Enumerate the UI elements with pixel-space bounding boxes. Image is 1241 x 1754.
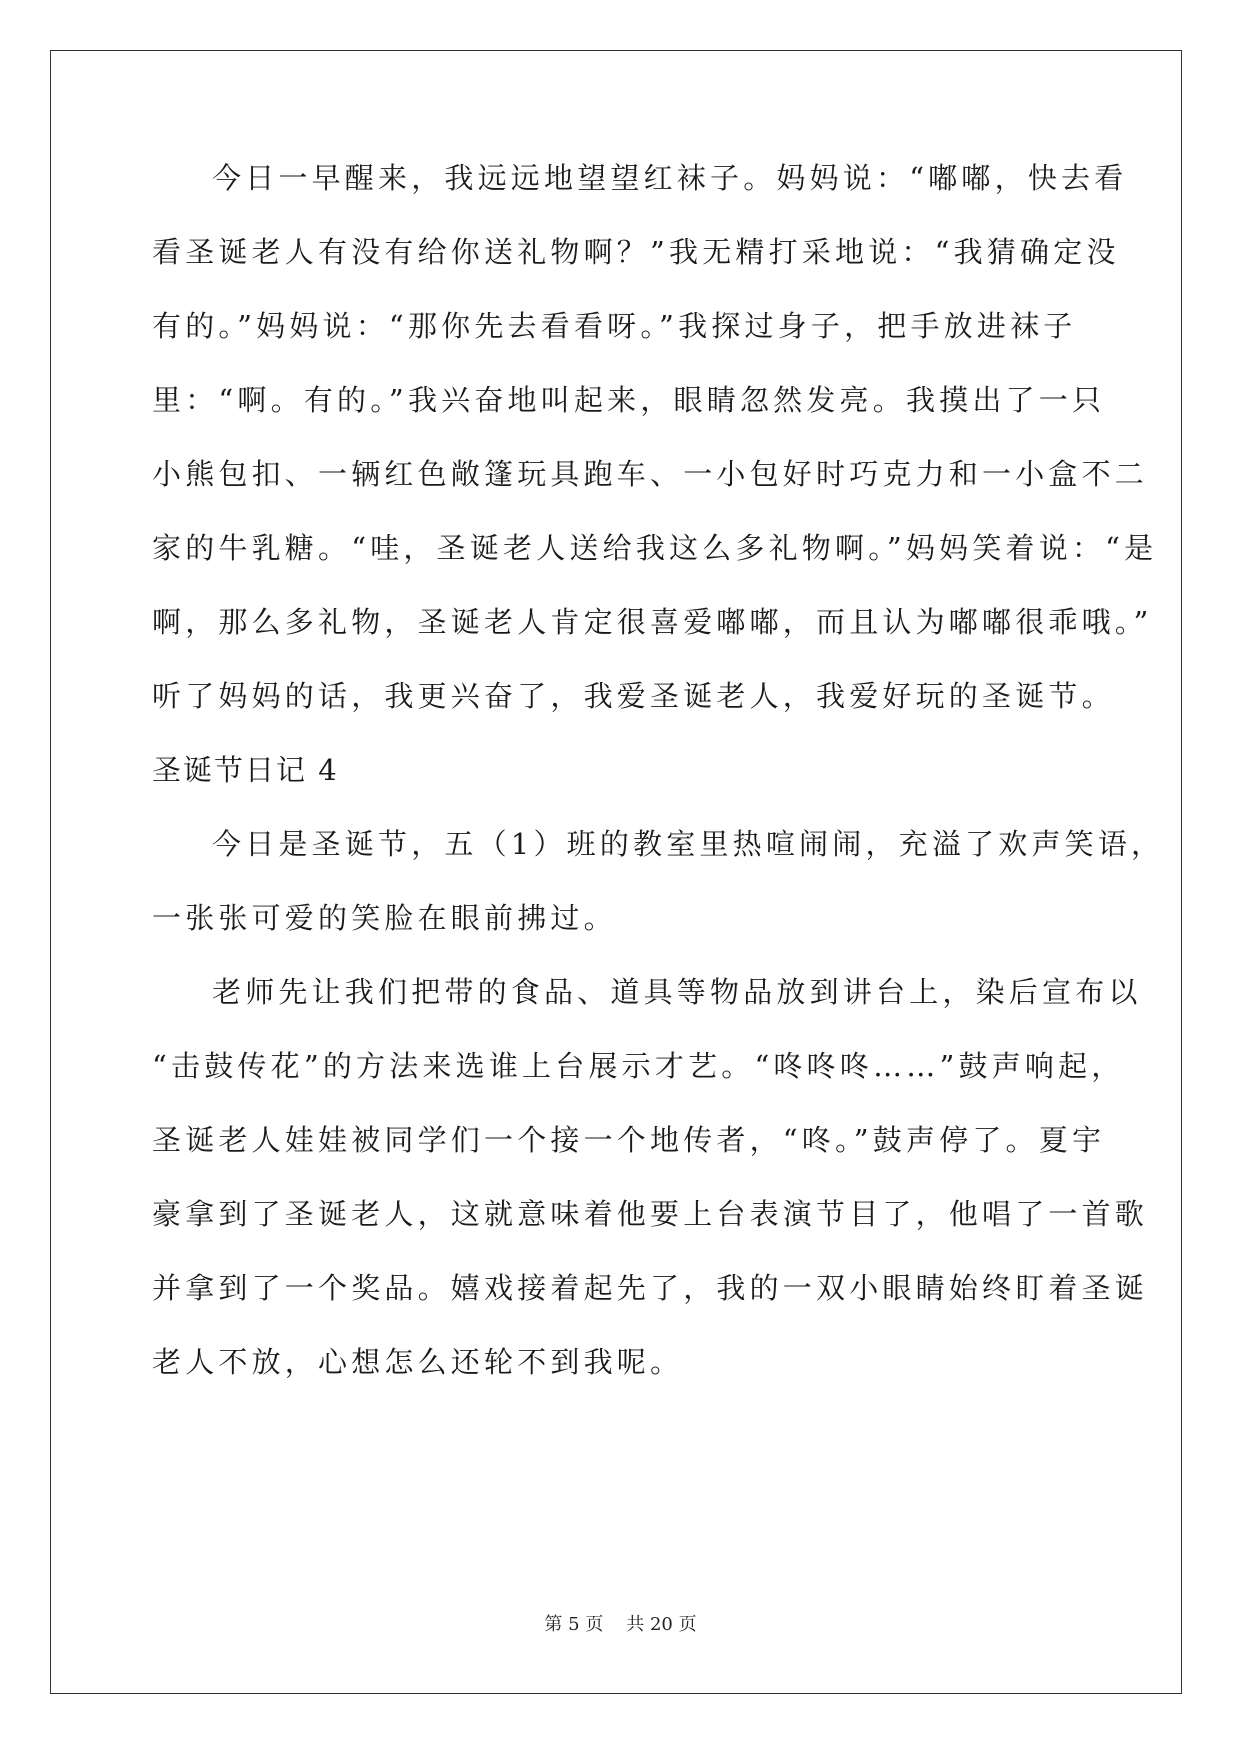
paragraph-line: 老师先让我们把带的食品、道具等物品放到讲台上，染后宣布以 (212, 975, 1142, 1009)
paragraph-line: “击鼓传花”的方法来选谁上台展示才艺。“咚咚咚……”鼓声响起， (152, 1049, 1125, 1083)
paragraph-line: 家的牛乳糖。“哇，圣诞老人送给我这么多礼物啊。”妈妈笑着说：“是 (152, 531, 1158, 565)
paragraph-line: 看圣诞老人有没有给你送礼物啊？”我无精打采地说：“我猜确定没 (152, 235, 1120, 269)
paragraph-line: 圣诞老人娃娃被同学们一个接一个地传者，“咚。”鼓声停了。夏宇 (152, 1123, 1106, 1157)
section-heading: 圣诞节日记 4 (152, 753, 339, 787)
paragraph-line: 里：“啊。有的。”我兴奋地叫起来，眼睛忽然发亮。我摸出了一只 (152, 383, 1106, 417)
paragraph-line: 啊，那么多礼物，圣诞老人肯定很喜爱嘟嘟，而且认为嘟嘟很乖哦。” (152, 605, 1153, 639)
paragraph-line: 老人不放，心想怎么还轮不到我呢。 (152, 1345, 684, 1379)
page-footer (0, 1610, 1241, 1636)
paragraph-line: 一张张可爱的笑脸在眼前拂过。 (152, 901, 617, 935)
page-border (50, 50, 1182, 1694)
page-number: 第 5 页 (544, 1614, 604, 1635)
paragraph-line: 今日是圣诞节，五（1）班的教室里热喧闹闹，充溢了欢声笑语， (212, 827, 1165, 861)
paragraph-line: 小熊包扣、一辆红色敞篷玩具跑车、一小包好时巧克力和一小盒不二 (152, 457, 1149, 491)
paragraph-line: 并拿到了一个奖品。嬉戏接着起先了，我的一双小眼睛始终盯着圣诞 (152, 1271, 1149, 1305)
page-total: 共 20 页 (626, 1614, 697, 1635)
paragraph-line: 听了妈妈的话，我更兴奋了，我爱圣诞老人，我爱好玩的圣诞节。 (152, 679, 1115, 713)
paragraph-line: 豪拿到了圣诞老人，这就意味着他要上台表演节目了，他唱了一首歌 (152, 1197, 1149, 1231)
paragraph-line: 有的。”妈妈说：“那你先去看看呀。”我探过身子，把手放进袜子 (152, 309, 1077, 343)
paragraph-line: 今日一早醒来，我远远地望望红袜子。妈妈说：“嘟嘟，快去看 (212, 161, 1128, 195)
